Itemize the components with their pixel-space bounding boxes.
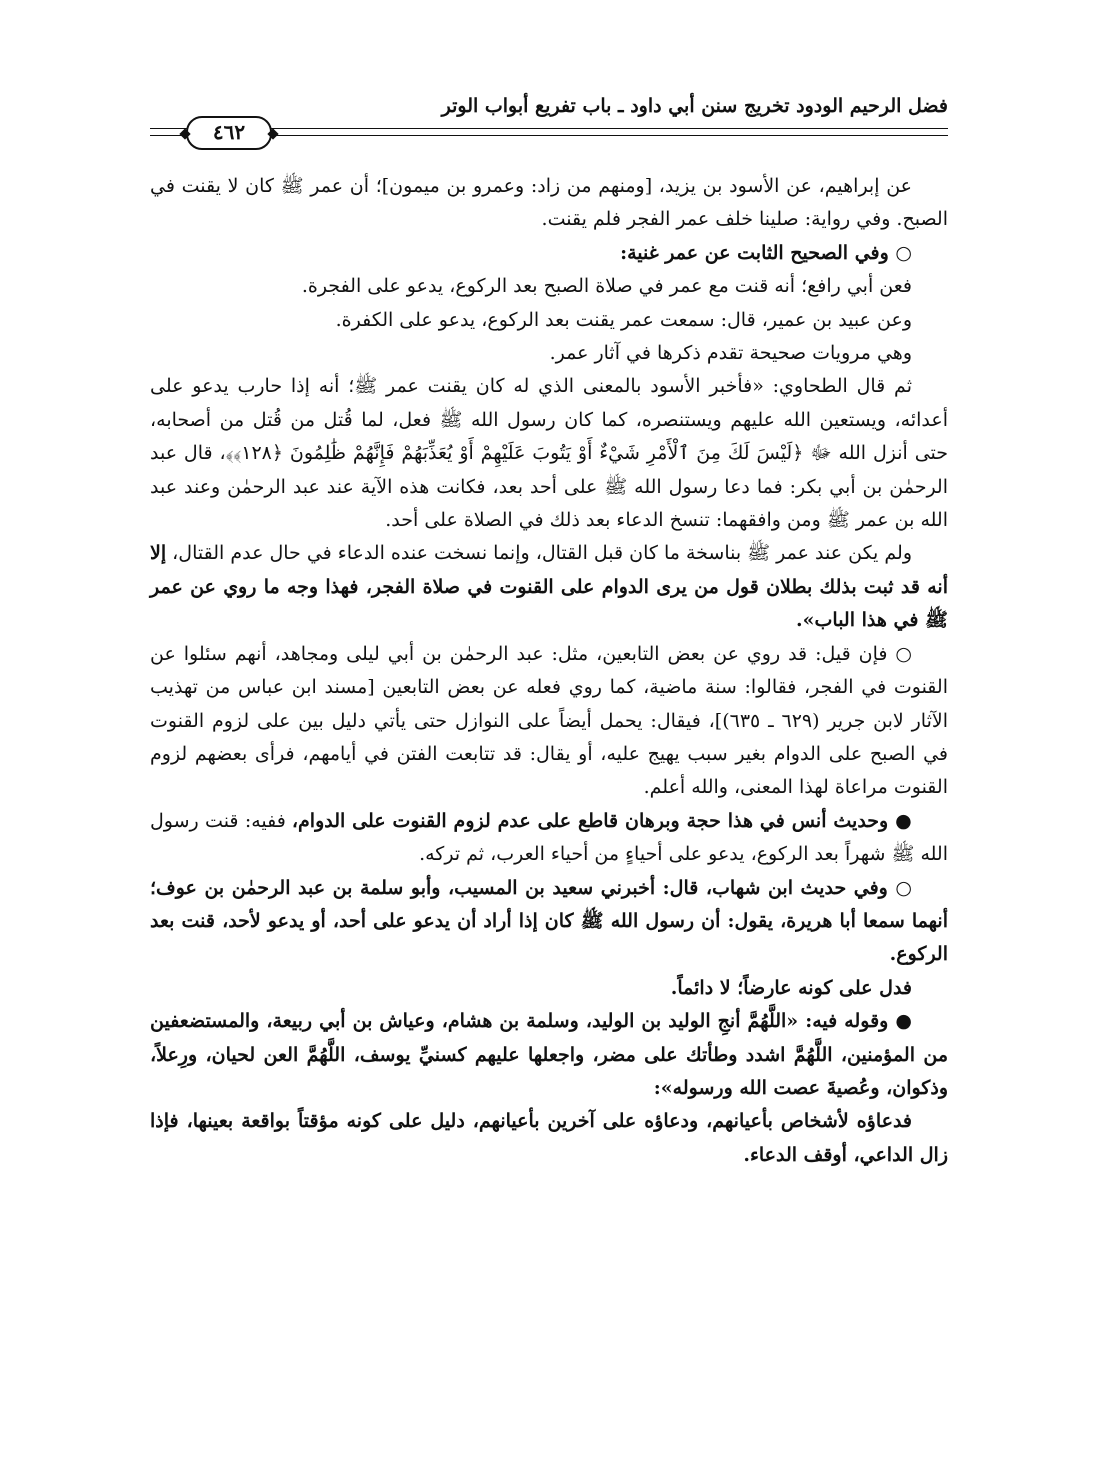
paragraph-text: ولم يكن عند عمر ﷺ بناسخة ما كان قبل القتال، وإنما نسخت عنده الدعاء في حال عدم القتال،	[166, 542, 912, 565]
paragraph: ثم قال الطحاوي: «فأخبر الأسود بالمعنى الذي له كان يقنت عمر ﷺ؛ أنه إذا حارب يدعو على أعدائه، ويستعين الله عليهم ويستنصره، كما كان رسول الله ﷺ فعل، لما قُتل من قُتل من أصحابه، حتى أنزل الله ﷻ ﴿لَيْسَ لَكَ مِنَ ٱلْأَمْرِ شَيْءٌ أَوْ يَتُوبَ عَلَيْهِمْ أَوْ يُعَذِّبَهُمْ فَإِنَّهُمْ ظَٰلِمُونَ ﴿١٢٨﴾﴾، قال عبد الرحمٰن بن أبي بكر: فما دعا رسول الله ﷺ على أحد بعد، فكانت هذه الآية عند عبد الرحمٰن وعند عبد الله بن عمر ﷺ ومن وافقهما: تنسخ الدعاء بعد ذلك في الصلاة على أحد.	[150, 375, 949, 532]
paragraph: فدعاؤه لأشخاص بأعيانهم، ودعاؤه على آخرين بأعيانهم، دليل على كونه مؤقتاً بواقعة بعينها، فإذا زال الداعي، أوقف الدعاء.	[150, 1110, 948, 1166]
paragraph	[150, 537, 948, 637]
running-title: فضل الرحيم الودود تخريج سنن أبي داود ـ باب تفريع أبواب الوتر	[441, 95, 948, 117]
paragraph: وهي مرويات صحيحة تقدم ذكرها في آثار عمر.	[549, 342, 912, 365]
paragraph-text: ○ وفي حديث ابن شهاب، قال: أخبرني سعيد بن المسيب، وأبو سلمة بن عبد الرحمٰن بن عوف؛ أنهما سمعا أبا هريرة، يقول:	[150, 876, 948, 932]
paragraph: وعن عبيد بن عمير، قال: سمعت عمر يقنت بعد الركوع، يدعو على الكفرة.	[335, 308, 912, 331]
paragraph	[150, 805, 948, 872]
paragraph: ● وقوله فيه: «اللَّهُمَّ أنجِ الوليد بن الوليد، وسلمة بن هشام، وعياش بن أبي ربيعة، والمستضعفين من المؤمنين، اللَّهُمَّ اشدد وطأتك على مضر، واجعلها عليهم كسنيِّ يوسف، اللَّهُمَّ العن لحيان، ورِعلاً، وذكوان، وعُصيةَ عصت الله ورسوله»:	[150, 1010, 948, 1099]
paragraph-bold-text: إلا أنه قد ثبت بذلك بطلان قول من يرى الدوام على القنوت في صلاة الفجر، فهذا وجه ما روي عن عمر ﷺ في هذا الباب».	[149, 542, 948, 632]
paragraph-text: ففيه: قنت رسول الله ﷺ شهراً بعد الركوع، يدعو على أحياءٍ من أحياء العرب، ثم تركه.	[150, 809, 948, 866]
page-header	[150, 88, 948, 150]
paragraph: عن إبراهيم، عن الأسود بن يزيد، [ومنهم من زاد: وعمرو بن ميمون]؛ أن عمر ﷺ كان لا يقنت في الصبح. وفي رواية: صلينا خلف عمر الفجر فلم يقنت.	[150, 175, 948, 231]
paragraph-bold-text: ● وحديث أنس في هذا حجة وبرهان قاطع على عدم لزوم القنوت على الدوام،	[291, 809, 912, 832]
paragraph-bold-text: أن رسول الله ﷺ كان إذا أراد أن يدعو على أحد، أو يدعو لأحد، قنت بعد الركوع.	[150, 909, 948, 966]
paragraph	[150, 872, 948, 972]
paragraph: فعن أبي رافع؛ أنه قنت مع عمر في صلاة الصبح بعد الركوع، يدعو على الفجرة.	[301, 275, 912, 298]
paragraph: ○ فإن قيل: قد روي عن بعض التابعين، مثل: عبد الرحمٰن بن أبي ليلى ومجاهد، أنهم سئلوا عن القنوت في الفجر، فقالوا: سنة ماضية، كما روي فعله عن بعض التابعين [مسند ابن عباس من تهذيب الآثار لابن جرير (٦٢٩ ـ ٦٣٥)]، فيقال: يحمل أيضاً على النوازل حتى يأتي دليل بين على لزوم القنوت في الصبح على الدوام بغير سبب يهيج عليه، أو يقال: قد تتابعت الفتن في أيامهم، فرأى بعضهم لزوم القنوت مراعاة لهذا المعنى، والله أعلم.	[150, 642, 948, 799]
page-body	[150, 170, 948, 1172]
page-number: ٤٦٢	[186, 116, 272, 150]
paragraph: ○ وفي الصحيح الثابت عن عمر غنية:	[620, 241, 912, 264]
paragraph: فدل على كونه عارضاً؛ لا دائماً.	[670, 976, 912, 999]
